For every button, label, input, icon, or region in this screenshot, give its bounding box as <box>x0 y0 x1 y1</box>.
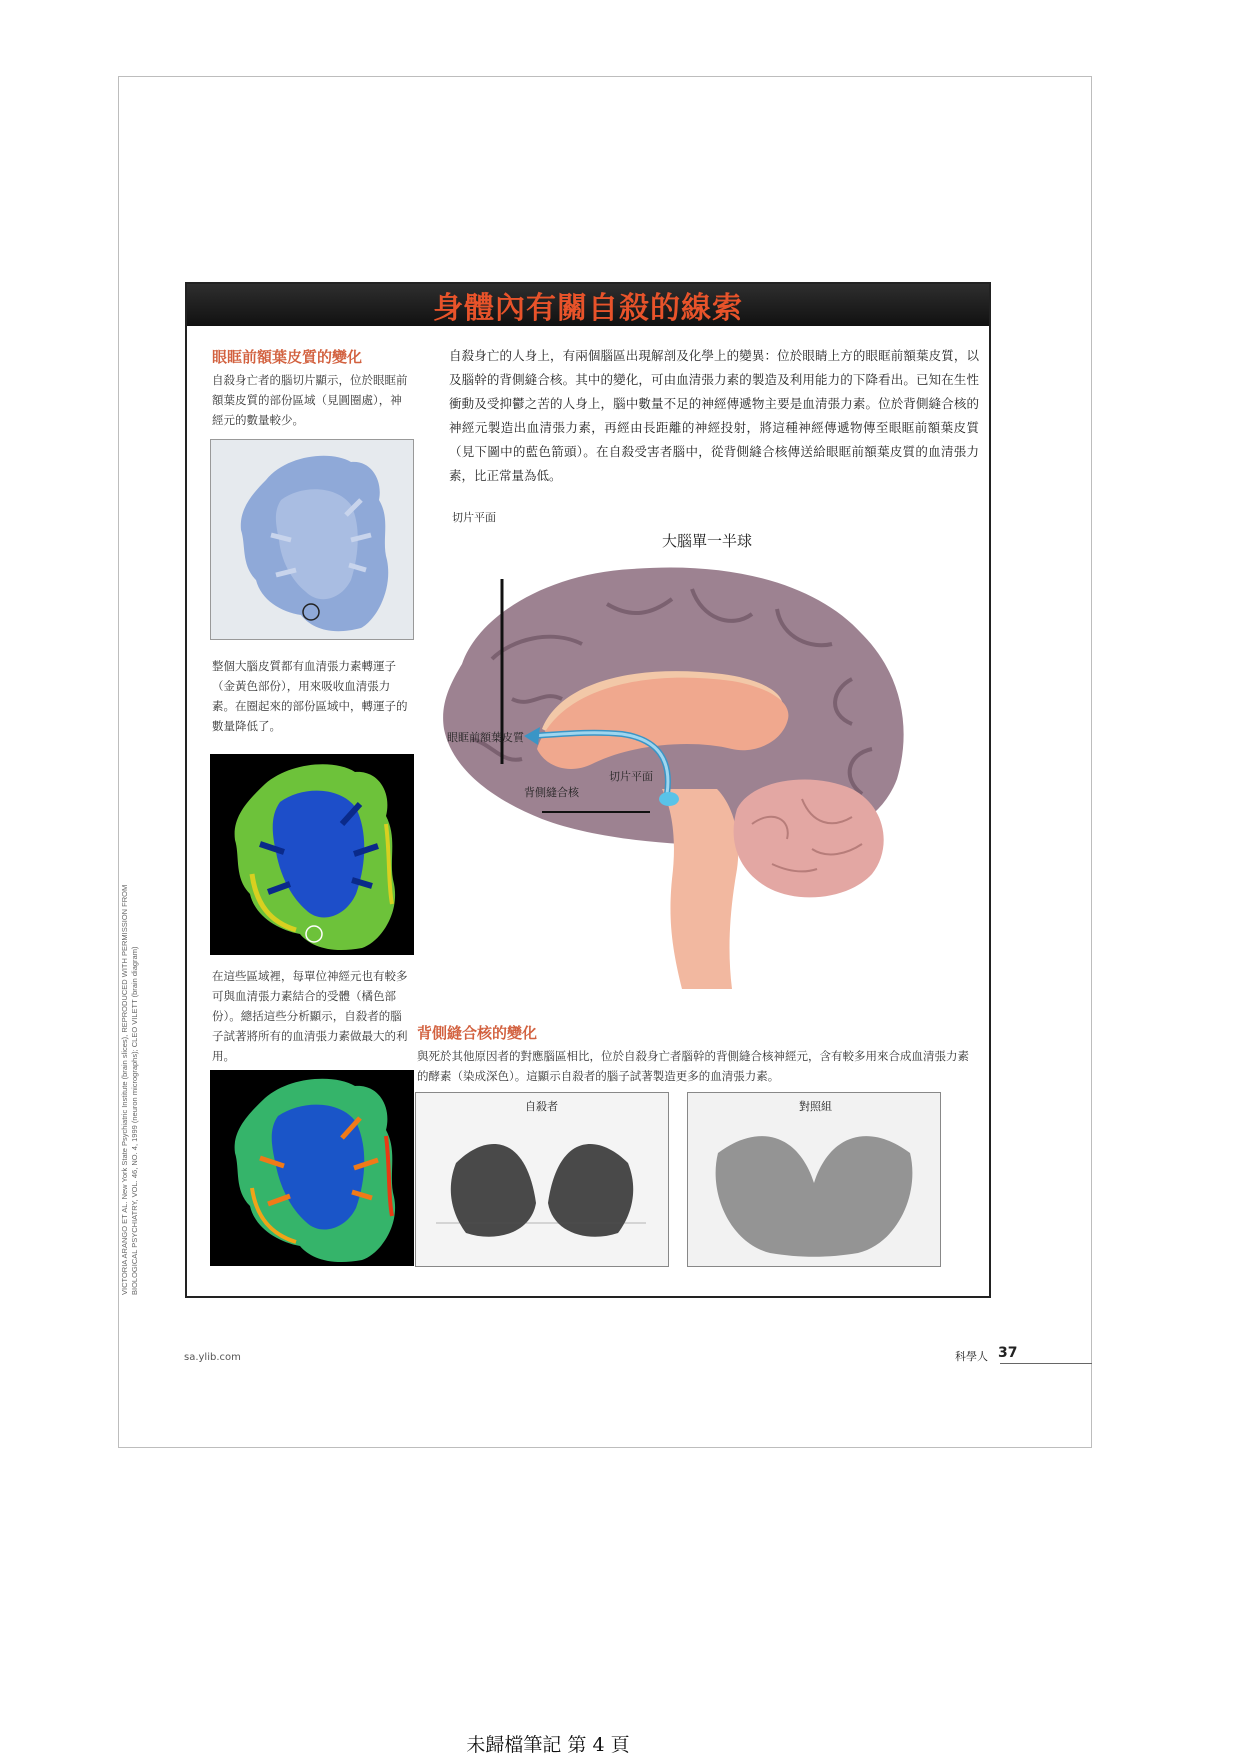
label-suicide: 自殺者 <box>525 1100 558 1113</box>
article-frame <box>185 282 991 1298</box>
footer-rule <box>1000 1363 1092 1364</box>
control-micrograph <box>687 1092 941 1267</box>
caption-receptor: 在這些區域裡，每單位神經元也有較多可與血清張力素結合的受體（橘色部份）。總括這些分析顯示，自殺者的腦子試著將所有的血清張力素做最大的利用。 <box>212 969 408 1063</box>
suicide-micrograph-graphic <box>416 1093 668 1266</box>
label-slice-plane-bottom: 切片平面 <box>609 770 653 783</box>
label-dorsal-raphe: 背側縫合核 <box>524 786 579 799</box>
diagram-title: 大腦單一半球 <box>662 532 753 550</box>
caption-slice: 自殺身亡者的腦切片顯示，位於眼眶前額葉皮質的部份區域（見圓圈處），神經元的數量較少。 <box>212 373 408 427</box>
article-title: 身體內有關自殺的線索 <box>433 291 743 326</box>
brain-diagram <box>432 549 982 994</box>
footer-magazine: 科學人 <box>955 1350 988 1363</box>
label-slice-plane-top: 切片平面 <box>452 511 496 524</box>
footer-page-number: 37 <box>998 1345 1018 1361</box>
photo-credit <box>120 855 180 1295</box>
suicide-micrograph <box>415 1092 669 1267</box>
brain-slice-image <box>210 439 414 640</box>
label-ofc: 眼眶前額葉皮質 <box>447 731 524 744</box>
credit-line-1: VICTORIA ARANGO ET AL. New York State Psychiatric Institute (brain slices), REPRODUCED WITH PERMISSION FROM <box>120 884 129 1295</box>
credit-line-2: BIOLOGICAL PSYCHIATRY, VOL. 46, NO. 4, 1999 (neuron micrographs); CLEO VILETT (brain diagram) <box>130 946 139 1295</box>
raphe-caption: 與死於其他原因者的對應腦區相比，位於自殺身亡者腦幹的背側縫合核神經元，含有較多用來合成血清張力素的酵素（染成深色）。這顯示自殺者的腦子試著製造更多的血清張力素。 <box>417 1049 969 1083</box>
receptor-scan-graphic <box>210 1070 414 1266</box>
transporter-scan-graphic <box>210 754 414 955</box>
brain-slice-graphic <box>211 440 413 639</box>
caption-transporter: 整個大腦皮質都有血清張力素轉運子（金黃色部份），用來吸收血清張力素。在圈起來的部份區域中，轉運子的數量降低了。 <box>212 659 408 733</box>
main-paragraph: 自殺身亡的人身上，有兩個腦區出現解剖及化學上的變異：位於眼睛上方的眼眶前額葉皮質，以及腦幹的背側縫合核。其中的變化，可由血清張力素的製造及利用能力的下降看出。已知在生性衝動及受抑鬱之苦的人身上，腦中數量不足的神經傳遞物主要是血清張力素。位於背側縫合核的神經元製造出血清張力素，再經由長距離的神經投射，將這種神經傳遞物傳至眼眶前額葉皮質（見下圖中的藍色箭頭）。在自殺受害者腦中，從背側縫合核傳送給眼眶前額葉皮質的血清張力素，比正常量為低。 <box>449 348 979 483</box>
document-footer-note: 未歸檔筆記 第 4 頁 <box>466 1734 630 1756</box>
control-micrograph-graphic <box>688 1093 940 1266</box>
brain-diagram-graphic <box>432 549 982 994</box>
transporter-scan-image <box>210 754 414 955</box>
ofc-section-title: 眼眶前額葉皮質的變化 <box>212 348 363 366</box>
raphe-section-title: 背側縫合核的變化 <box>417 1024 538 1042</box>
title-banner <box>187 284 989 326</box>
label-control: 對照組 <box>799 1100 832 1113</box>
footer-url: sa.ylib.com <box>184 1352 241 1363</box>
receptor-scan-image <box>210 1070 414 1266</box>
